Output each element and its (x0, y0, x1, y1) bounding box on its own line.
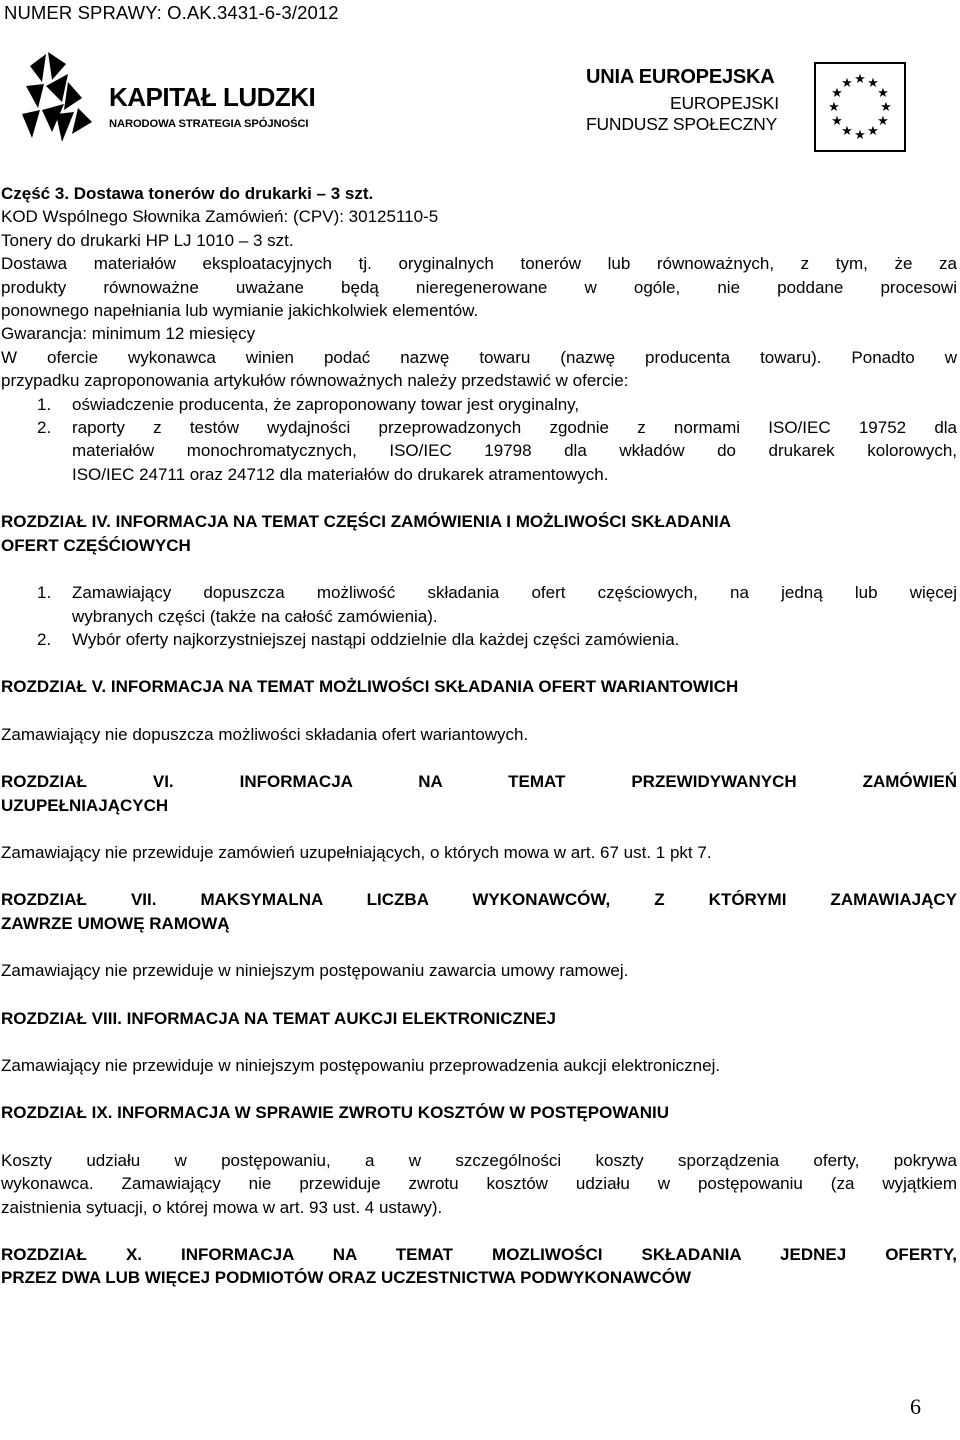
list-line: ISO/IEC 24711 oraz 24712 dla materiałów do drukarek atramentowych. (72, 464, 609, 484)
chapter-heading: UZUPEŁNIAJĄCYCH (1, 795, 169, 815)
list-item (1, 393, 957, 416)
chapter-heading: ROZDZIAŁ V. INFORMACJA NA TEMAT MOŻLIWOŚCI SKŁADANIA OFERT WARIANTOWICH (1, 677, 739, 697)
list-number: 2. (37, 629, 52, 649)
eu-social-fund-logo (586, 62, 936, 152)
eu-logo-line2: EUROPEJSKI (670, 93, 779, 113)
paragraph-line: produkty równoważne uważane będą nieregenerowane w ogóle, nie poddane procesowi (1, 277, 957, 297)
chapter-heading: ZAWRZE UMOWĘ RAMOWĄ (1, 913, 230, 933)
chapter-text: Zamawiający nie przewiduje zamówień uzupełniających, o których mowa w art. 67 ust. 1 pkt 7. (1, 842, 712, 862)
chapter-text: zaistnienia sytuacji, o której mowa w art. 93 ust. 4 ustawy). (1, 1197, 443, 1217)
list-line: oświadczenie producenta, że zaproponowany towar jest oryginalny, (72, 394, 580, 414)
chapter-heading: ROZDZIAŁ VII. MAKSYMALNA LICZBA WYKONAWCÓW, Z KTÓRYMI ZAMAWIAJĄCY (1, 890, 957, 910)
chapter-text: Zamawiający nie przewiduje w niniejszym postępowaniu zawarcia umowy ramowej. (1, 961, 629, 981)
svg-text:★: ★ (880, 100, 892, 115)
svg-text:★: ★ (867, 76, 879, 91)
svg-text:★: ★ (877, 114, 889, 129)
list-line: wybranych części (także na całość zamówienia). (72, 606, 438, 626)
kapital-ludzki-title: KAPITAŁ LUDZKI (109, 82, 316, 112)
list-item (1, 416, 957, 486)
list-number: 1. (37, 583, 52, 603)
list-number: 1. (37, 394, 52, 414)
kapital-ludzki-emblem-icon (22, 52, 112, 144)
svg-text:★: ★ (877, 86, 889, 101)
paragraph-line: przypadku zaproponowania artykułów równoważnych należy przedstawić w ofercie: (1, 371, 629, 391)
svg-text:★: ★ (854, 128, 866, 143)
paragraph-line: Dostawa materiałów eksploatacyjnych tj. oryginalnych tonerów lub równoważnych, z tym, że za (1, 254, 957, 274)
svg-text:★: ★ (841, 76, 853, 91)
case-number: NUMER SPRAWY: O.AK.3431-6-3/2012 (4, 2, 339, 23)
list-line: Wybór oferty najkorzystniejszej nastąpi oddzielnie dla każdej części zamówienia. (72, 629, 680, 649)
document-body (1, 182, 957, 1290)
list-item (1, 581, 957, 628)
svg-text:★: ★ (828, 100, 840, 115)
part-title: Część 3. Dostawa tonerów do drukarki – 3 szt. (1, 184, 374, 203)
svg-text:★: ★ (841, 124, 853, 139)
chapter-text: Zamawiający nie przewiduje w niniejszym postępowaniu przeprowadzenia aukcji elektronicznej. (1, 1055, 721, 1075)
svg-text:★: ★ (831, 86, 843, 101)
list-line: Zamawiający dopuszcza możliwość składania ofert częściowych, na jedną lub więcej (72, 583, 957, 603)
list-item (1, 628, 957, 651)
chapter-heading: OFERT CZĘŚĆIOWYCH (1, 535, 191, 555)
chapter-text: Zamawiający nie dopuszcza możliwości składania ofert wariantowych. (1, 724, 529, 744)
chapter-text: wykonawca. Zamawiający nie przewiduje zwrotu kosztów udziału w postępowaniu (za wyjątkiem (1, 1174, 957, 1194)
svg-text:★: ★ (831, 114, 843, 129)
list-line: raporty z testów wydajności przeprowadzonych zgodnie z normami ISO/IEC 19752 dla (72, 418, 957, 438)
svg-text:★: ★ (854, 72, 866, 87)
svg-text:★: ★ (867, 124, 879, 139)
paragraph-line: W ofercie wykonawca winien podać nazwę towaru (nazwę producenta towaru). Ponadto w (1, 347, 957, 367)
list-line: materiałów monochromatycznych, ISO/IEC 19798 dla wkładów do drukarek kolorowych, (72, 441, 957, 461)
chapter-heading: ROZDZIAŁ VI. INFORMACJA NA TEMAT PRZEWIDYWANYCH ZAMÓWIEŃ (1, 772, 957, 792)
list-number: 2. (37, 418, 52, 438)
item-description: Tonery do drukarki HP LJ 1010 – 3 szt. (1, 230, 294, 250)
eu-flag-icon (814, 62, 906, 152)
warranty-text: Gwarancja: minimum 12 miesięcy (1, 324, 256, 344)
cpv-code: KOD Wspólnego Słownika Zamówień: (CPV): 30125110-5 (1, 207, 439, 227)
chapter-heading: ROZDZIAŁ X. INFORMACJA NA TEMAT MOZLIWOŚCI SKŁADANIA JEDNEJ OFERTY, (1, 1245, 957, 1264)
kapital-ludzki-subtitle: NARODOWA STRATEGIA SPÓJNOŚCI (109, 118, 309, 130)
chapter-text: Koszty udziału w postępowaniu, a w szczególności koszty sporządzenia oferty, pokrywa (1, 1150, 957, 1170)
chapter-heading: PRZEZ DWA LUB WIĘCEJ PODMIOTÓW ORAZ UCZESTNICTWA PODWYKONAWCÓW (1, 1268, 692, 1288)
paragraph-line: ponownego napełniania lub wymianie jakichkolwiek elementów. (1, 301, 479, 321)
page-number: 6 (910, 1394, 921, 1419)
eu-logo-line3: FUNDUSZ SPOŁECZNY (586, 114, 778, 134)
chapter-heading: ROZDZIAŁ VIII. INFORMACJA NA TEMAT AUKCJI ELEKTRONICZNEJ (1, 1008, 557, 1028)
chapter-heading: ROZDZIAŁ IX. INFORMACJA W SPRAWIE ZWROTU KOSZTÓW W POSTĘPOWANIU (1, 1103, 670, 1123)
chapter-heading: ROZDZIAŁ IV. INFORMACJA NA TEMAT CZĘŚCI ZAMÓWIENIA I MOŻLIWOŚCI SKŁADANIA (1, 512, 732, 532)
eu-logo-line1: UNIA EUROPEJSKA (586, 66, 775, 88)
kapital-ludzki-logo (22, 52, 332, 144)
